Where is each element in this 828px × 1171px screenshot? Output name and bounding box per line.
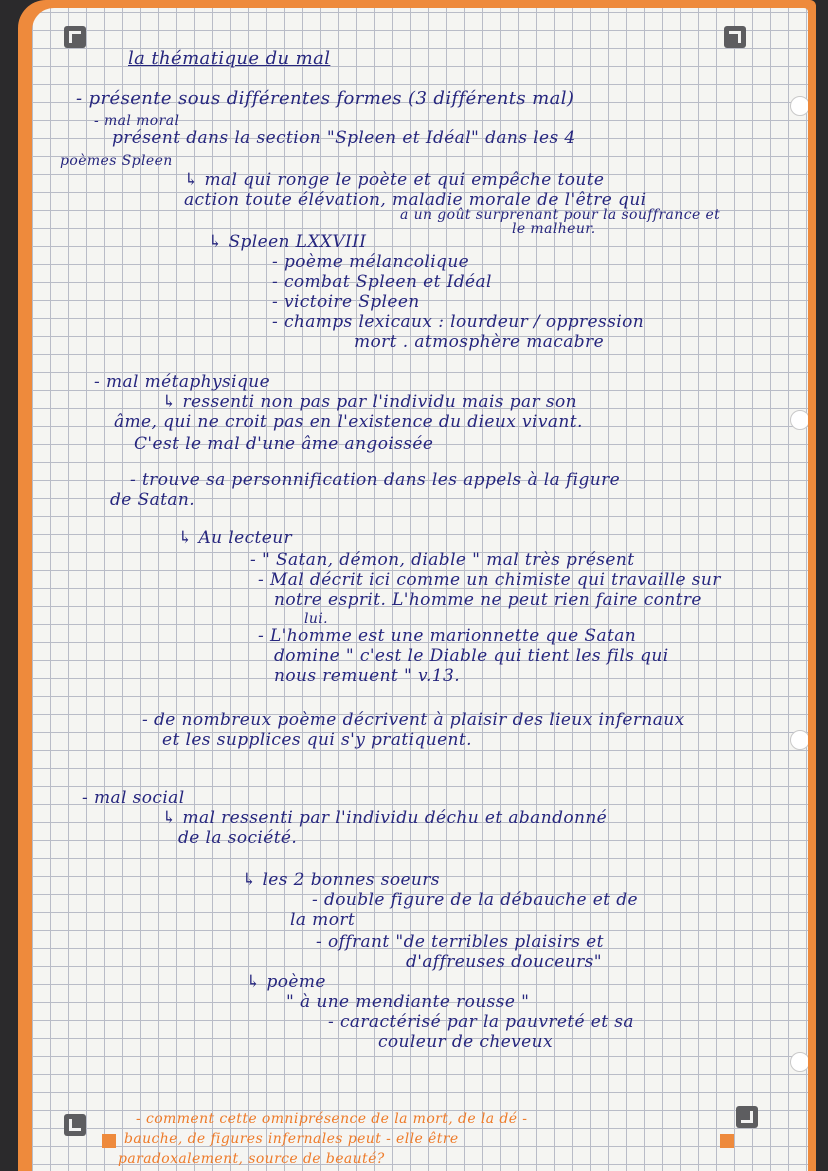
note-line: C'est le mal d'une âme angoissée [134,434,434,454]
punch-hole-icon [790,96,808,116]
punch-hole-icon [790,410,808,430]
orange-marker-icon [102,1134,116,1148]
note-line: poèmes Spleen [60,153,173,169]
note-line: - combat Spleen et Idéal [272,272,492,292]
note-line: - mal social [82,788,185,808]
note-line: lui. [304,611,329,627]
note-line: le malheur. [512,221,596,237]
note-line: - caractérisé par la pauvreté et sa [328,1012,634,1032]
page-title: la thématique du mal [128,48,331,69]
note-line: ↳ les 2 bonnes soeurs [242,870,440,890]
note-line: de la société. [178,828,298,848]
note-line: ↳ poème [246,972,326,992]
note-line: - mal moral [94,113,180,129]
note-line: domine " c'est le Diable qui tient les fils qui [274,646,669,666]
note-line: âme, qui ne croit pas en l'existence du dieux vivant. [114,412,583,432]
note-line: - poème mélancolique [272,252,470,272]
note-line: - champs lexicaux : lourdeur / oppression [272,312,645,332]
note-line: de Satan. [110,490,196,510]
question-line: bauche, de figures infernales peut - elle être [124,1131,459,1147]
note-line: ↳ Au lecteur [178,528,293,548]
note-line: - présente sous différentes formes (3 différents mal) [76,88,575,109]
note-line: ↳ mal qui ronge le poète et qui empêche toute [184,170,605,190]
note-line: la mort [290,910,356,930]
note-line: - de nombreux poème décrivent à plaisir des lieux infernaux [142,710,685,730]
punch-hole-icon [790,1052,808,1072]
note-line: nous remuent " v.13. [274,666,461,686]
note-line: action toute élévation, maladie morale de l'être qui [184,190,647,210]
note-line: notre esprit. L'homme ne peut rien faire contre [274,590,702,610]
corner-mark-icon [724,26,746,48]
note-line: - " Satan, démon, diable " mal très présent [250,550,635,570]
note-line: - L'homme est une marionnette que Satan [258,626,637,646]
notebook-page [18,0,816,1171]
note-line: et les supplices qui s'y pratiquent. [162,730,472,750]
note-line: d'affreuses douceurs" [406,952,602,972]
corner-mark-icon [64,26,86,48]
note-line: - victoire Spleen [272,292,420,312]
note-line: a un goût surprenant pour la souffrance et [400,207,721,223]
note-line: - offrant "de terribles plaisirs et [316,932,604,952]
note-line: couleur de cheveux [378,1032,553,1052]
corner-mark-icon [736,1106,758,1128]
note-line: ↳ ressenti non pas par l'individu mais par son [162,392,577,412]
question-line: paradoxalement, source de beauté? [118,1151,385,1167]
note-line: - Mal décrit ici comme un chimiste qui travaille sur [258,570,721,590]
note-line: présent dans la section "Spleen et Idéal" dans les 4 [112,128,576,148]
note-line: ↳ mal ressenti par l'individu déchu et abandonné [162,808,608,828]
question-line: - comment cette omniprésence de la mort, de la dé - [136,1111,528,1127]
note-line: mort . atmosphère macabre [354,332,605,352]
punch-hole-icon [790,730,808,750]
orange-marker-icon [720,1134,734,1148]
note-line: - mal métaphysique [94,372,271,392]
note-line: - trouve sa personnification dans les appels à la figure [130,470,621,490]
note-line: " à une mendiante rousse " [286,992,530,1012]
note-line: ↳ Spleen LXXVIII [208,232,367,252]
grid-paper [32,8,808,1171]
note-line: - double figure de la débauche et de [312,890,638,910]
corner-mark-icon [64,1114,86,1136]
